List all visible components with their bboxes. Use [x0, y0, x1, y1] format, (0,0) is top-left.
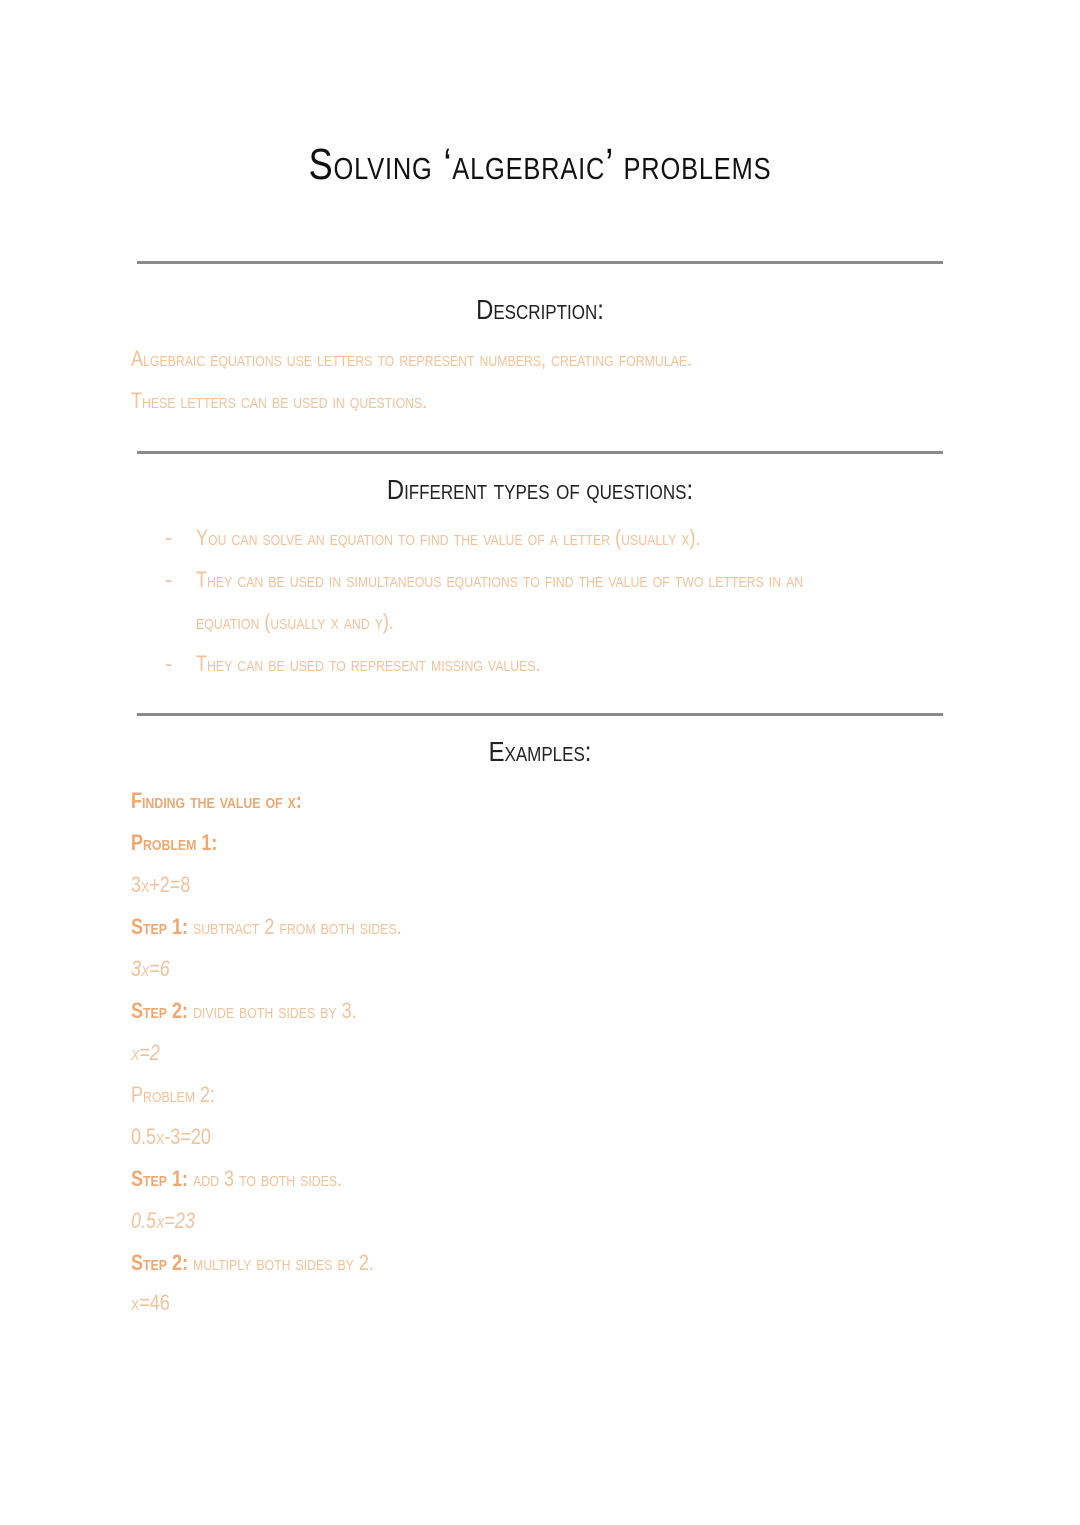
examples-subheading: Finding the value of x:	[131, 788, 302, 813]
problem-2-label: Problem 2:	[131, 1082, 216, 1107]
problem-1-equation: 3x+2=8	[131, 872, 191, 897]
divider	[137, 261, 943, 264]
step-label: Step 1:	[131, 914, 189, 939]
problem-1-step-2	[131, 998, 357, 1024]
step-text: divide both sides by 3.	[193, 998, 357, 1023]
examples-heading: Examples:	[488, 736, 592, 767]
list-item: They can be used to represent missing values.	[196, 651, 541, 676]
problem-1-label: Problem 1:	[131, 830, 218, 855]
problem-2-step-1	[131, 1166, 342, 1192]
list-item-continuation: equation (usually x and y).	[196, 609, 394, 634]
question-types-heading: Different types of questions:	[386, 474, 694, 505]
problem-2-step-2	[131, 1250, 374, 1276]
bullet-marker: -	[165, 567, 173, 592]
divider	[137, 713, 943, 716]
problem-2-result-1: 0.5x=23	[131, 1208, 195, 1233]
bullet-marker: -	[165, 651, 173, 676]
description-heading: Description:	[476, 294, 604, 325]
problem-1-step-1	[131, 914, 402, 940]
problem-2-result-2: x=46	[131, 1290, 170, 1315]
problem-2-equation: 0.5x-3=20	[131, 1124, 211, 1149]
step-text: subtract 2 from both sides.	[193, 914, 402, 939]
step-label: Step 2:	[131, 998, 189, 1023]
description-line: Algebraic equations use letters to represent numbers, creating formulae.	[131, 346, 693, 371]
problem-1-result-2: x=2	[131, 1040, 160, 1065]
problem-1-result-1: 3x=6	[131, 956, 170, 981]
list-item: They can be used in simultaneous equations to find the value of two letters in an	[196, 567, 804, 592]
description-line: These letters can be used in questions.	[131, 388, 428, 413]
step-label: Step 2:	[131, 1250, 189, 1275]
step-text: multiply both sides by 2.	[193, 1250, 374, 1275]
list-item: You can solve an equation to find the value of a letter (usually x).	[196, 525, 701, 550]
step-label: Step 1:	[131, 1166, 189, 1191]
page-title: Solving ‘algebraic’ problems	[308, 140, 772, 189]
bullet-marker: -	[165, 525, 173, 550]
divider	[137, 451, 943, 454]
step-text: add 3 to both sides.	[193, 1166, 343, 1191]
